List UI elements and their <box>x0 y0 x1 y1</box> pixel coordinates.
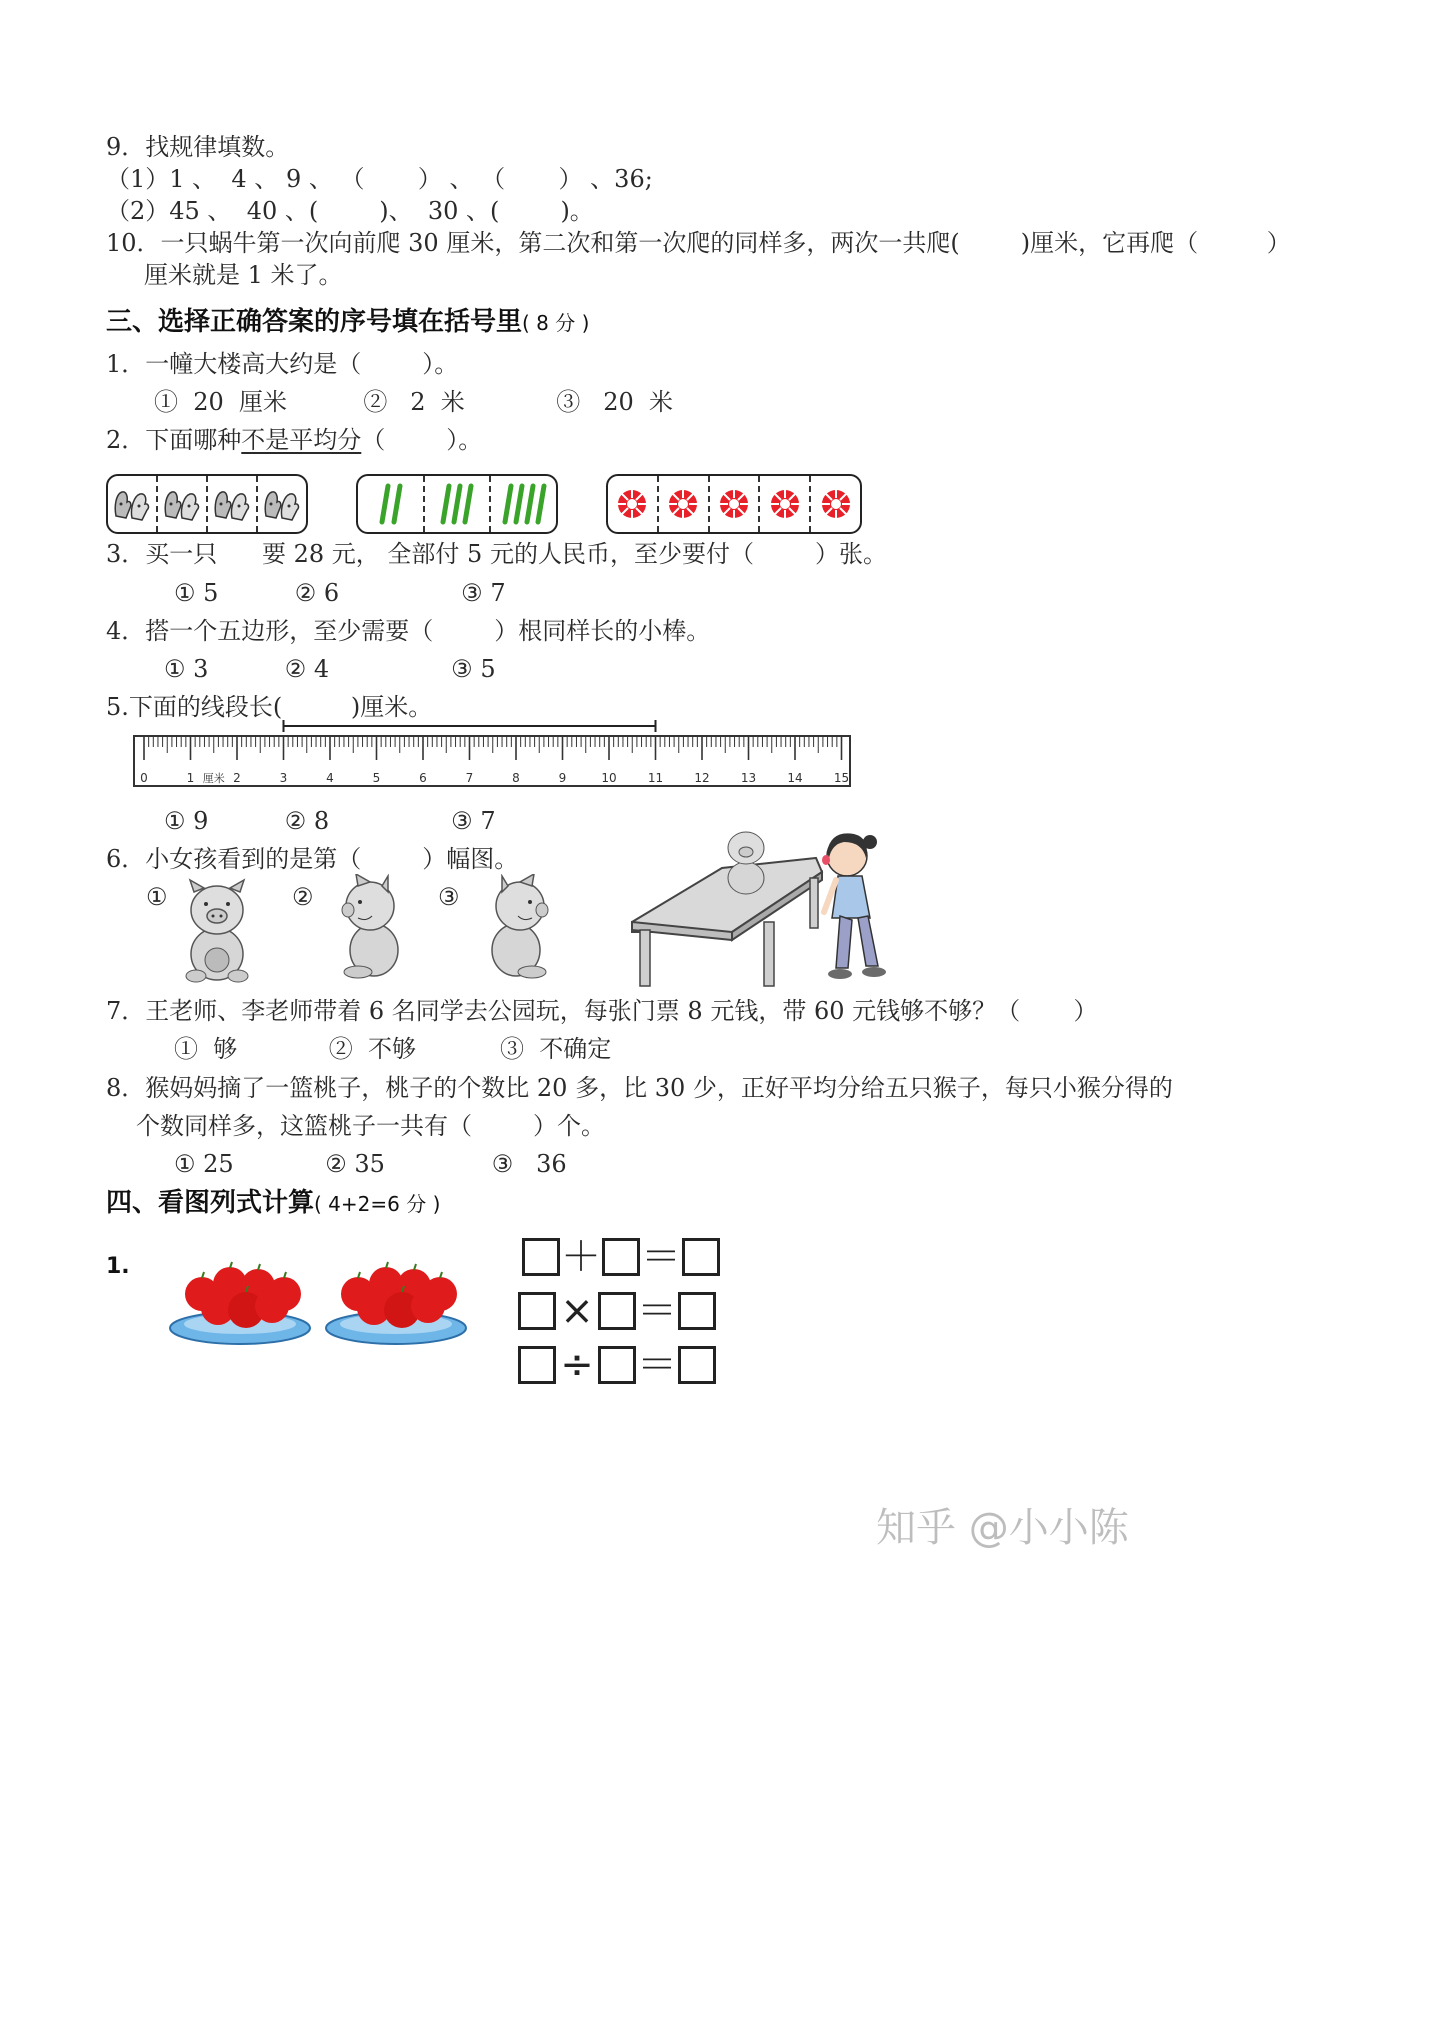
s3-question-1: 1．一幢大楼高大约是（ ）。 <box>106 350 459 378</box>
q6-option-3-label: ③ <box>438 883 460 911</box>
flower-icon <box>809 476 860 532</box>
answer-box[interactable] <box>518 1292 556 1330</box>
answer-box[interactable] <box>602 1238 640 1276</box>
answer-box[interactable] <box>598 1292 636 1330</box>
equals-sign: ＝ <box>637 1288 677 1334</box>
three-grass-sticks-icon <box>423 476 490 532</box>
times-sign: × <box>560 1288 594 1334</box>
section-3-heading <box>106 305 589 340</box>
ruler-tick-label: 7 <box>465 771 474 785</box>
pig-side-left-image <box>336 874 406 980</box>
ruler-tick-label: 0 <box>140 771 148 785</box>
ruler-tick-label: 6 <box>419 771 427 785</box>
ruler-tick-label: 9 <box>558 771 567 785</box>
ruler-tick-label: 11 <box>647 771 664 785</box>
glove-pair-icon <box>256 476 306 532</box>
answer-box[interactable] <box>678 1292 716 1330</box>
four-grass-sticks-icon <box>489 476 556 532</box>
s3-question-8-options: ① 25 ② 35 ③ 36 <box>174 1150 567 1178</box>
answer-box[interactable] <box>518 1346 556 1384</box>
divide-sign: ÷ <box>560 1342 594 1388</box>
s3-question-3-options: ① 5 ② 6 ③ 7 <box>174 579 506 607</box>
answer-box[interactable] <box>678 1346 716 1384</box>
s3-question-8-line-2: 个数同样多，这篮桃子一共有（ ）个。 <box>136 1112 606 1140</box>
question-10-line-1: 10．一只蜗牛第一次向前爬 30 厘米，第二次和第一次爬的同样多，两次一共爬( )厘米，它再爬（ ） <box>106 229 1291 257</box>
ruler-tick-label: 14 <box>787 771 803 785</box>
s3-question-5: 5.下面的线段长( )厘米。 <box>106 693 433 721</box>
question-9-part-2: （2）45 、 40 、( )、 30 、( )。 <box>106 197 594 225</box>
flower-icon <box>657 476 708 532</box>
s3-question-8-line-1: 8．猴妈妈摘了一篮桃子，桃子的个数比 20 多，比 30 少，正好平均分给五只猴子，每只小猴分得的 <box>106 1074 1173 1102</box>
ruler-tick-label: 3 <box>279 771 288 785</box>
ruler-tick-label: 12 <box>694 771 710 785</box>
plate-of-apples <box>326 1262 466 1344</box>
plate-of-apples <box>170 1262 310 1344</box>
question-10-line-2: 厘米就是 1 米了。 <box>144 261 343 289</box>
ruler-tick-label: 5 <box>372 771 381 785</box>
equation-division <box>518 1342 716 1388</box>
section-3-title: 三、选择正确答案的序号填在括号里 <box>106 307 523 337</box>
s3-question-1-options: ① 20 厘米 ② 2 米 ③ 20 米 <box>154 388 673 416</box>
s3-question-7-options: ① 够 ② 不够 ③ 不确定 <box>174 1035 612 1063</box>
glove-pair-icon <box>156 476 206 532</box>
s3-question-3-rest: 要 28 元， 全部付 5 元的人民币，至少要付（ ）张。 <box>262 540 887 568</box>
answer-box[interactable] <box>682 1238 720 1276</box>
flower-icon <box>758 476 809 532</box>
ruler-tick-label: 4 <box>326 771 334 785</box>
section-4-heading <box>106 1186 440 1221</box>
ruler-tick-label: 15 <box>833 771 850 785</box>
s3-q2-underlined: 不是平均分 <box>241 426 362 454</box>
glove-pair-icon <box>108 476 156 532</box>
section-4-question-1-label: 1. <box>106 1254 130 1279</box>
watermark: 知乎 @小小陈 <box>876 1505 1129 1551</box>
pig-side-right-image <box>484 874 554 980</box>
two-plates-of-apples-image <box>166 1258 476 1350</box>
s3-q2-prefix: 2．下面哪种 <box>106 426 242 454</box>
section-4-title: 四、看图列式计算 <box>106 1188 315 1218</box>
section-4-points: ( 4+2=6 分 ) <box>314 1192 441 1216</box>
s3-question-6: 6．小女孩看到的是第（ ）幅图。 <box>106 845 519 873</box>
ruler-tick-label: 1 <box>186 771 195 785</box>
two-grass-sticks-icon <box>358 476 423 532</box>
section-3-points: ( 8 分 ) <box>522 311 590 335</box>
glove-pair-icon <box>206 476 256 532</box>
q6-option-2-label: ② <box>292 883 314 911</box>
question-9-part-1: （1）1 、 4 、 9 、 （ ） 、 （ ） 、36; <box>106 165 653 193</box>
equals-sign: ＝ <box>637 1342 677 1388</box>
ruler <box>130 720 860 792</box>
s3-question-4: 4．搭一个五边形，至少需要（ ）根同样长的小棒。 <box>106 617 711 645</box>
flower-icon <box>708 476 759 532</box>
equation-addition <box>522 1234 720 1280</box>
s3-question-5-options: ① 9 ② 8 ③ 7 <box>164 807 496 835</box>
s3-q2-suffix: （ ）。 <box>361 426 483 454</box>
plus-sign: ＋ <box>561 1234 601 1280</box>
flower-icon <box>608 476 657 532</box>
panel-grass <box>356 474 558 534</box>
ruler-tick-label: 13 <box>740 771 757 785</box>
ruler-tick-label: 2 <box>233 771 241 785</box>
ruler-unit-label: 厘米 <box>202 772 225 785</box>
s3-question-3-start: 3．买一只 <box>106 540 218 568</box>
ruler-tick-label: 8 <box>512 771 520 785</box>
ruler-tick-label: 10 <box>601 771 617 785</box>
answer-box[interactable] <box>522 1238 560 1276</box>
panel-flowers <box>606 474 862 534</box>
equals-sign: ＝ <box>641 1234 681 1280</box>
s3-question-4-options: ① 3 ② 4 ③ 5 <box>164 655 496 683</box>
equation-multiplication <box>518 1288 716 1334</box>
panel-gloves <box>106 474 308 534</box>
s3-question-7: 7．王老师、李老师带着 6 名同学去公园玩，每张门票 8 元钱，带 60 元钱够不够？（ ） <box>106 997 1098 1025</box>
pig-front-view-image <box>182 876 252 986</box>
question-9: 9．找规律填数。 <box>106 133 290 161</box>
q6-option-1-label: ① <box>146 883 168 911</box>
s3-question-2 <box>106 424 482 456</box>
girl-looking-at-pig-on-table-image <box>626 828 896 992</box>
answer-box[interactable] <box>598 1346 636 1384</box>
